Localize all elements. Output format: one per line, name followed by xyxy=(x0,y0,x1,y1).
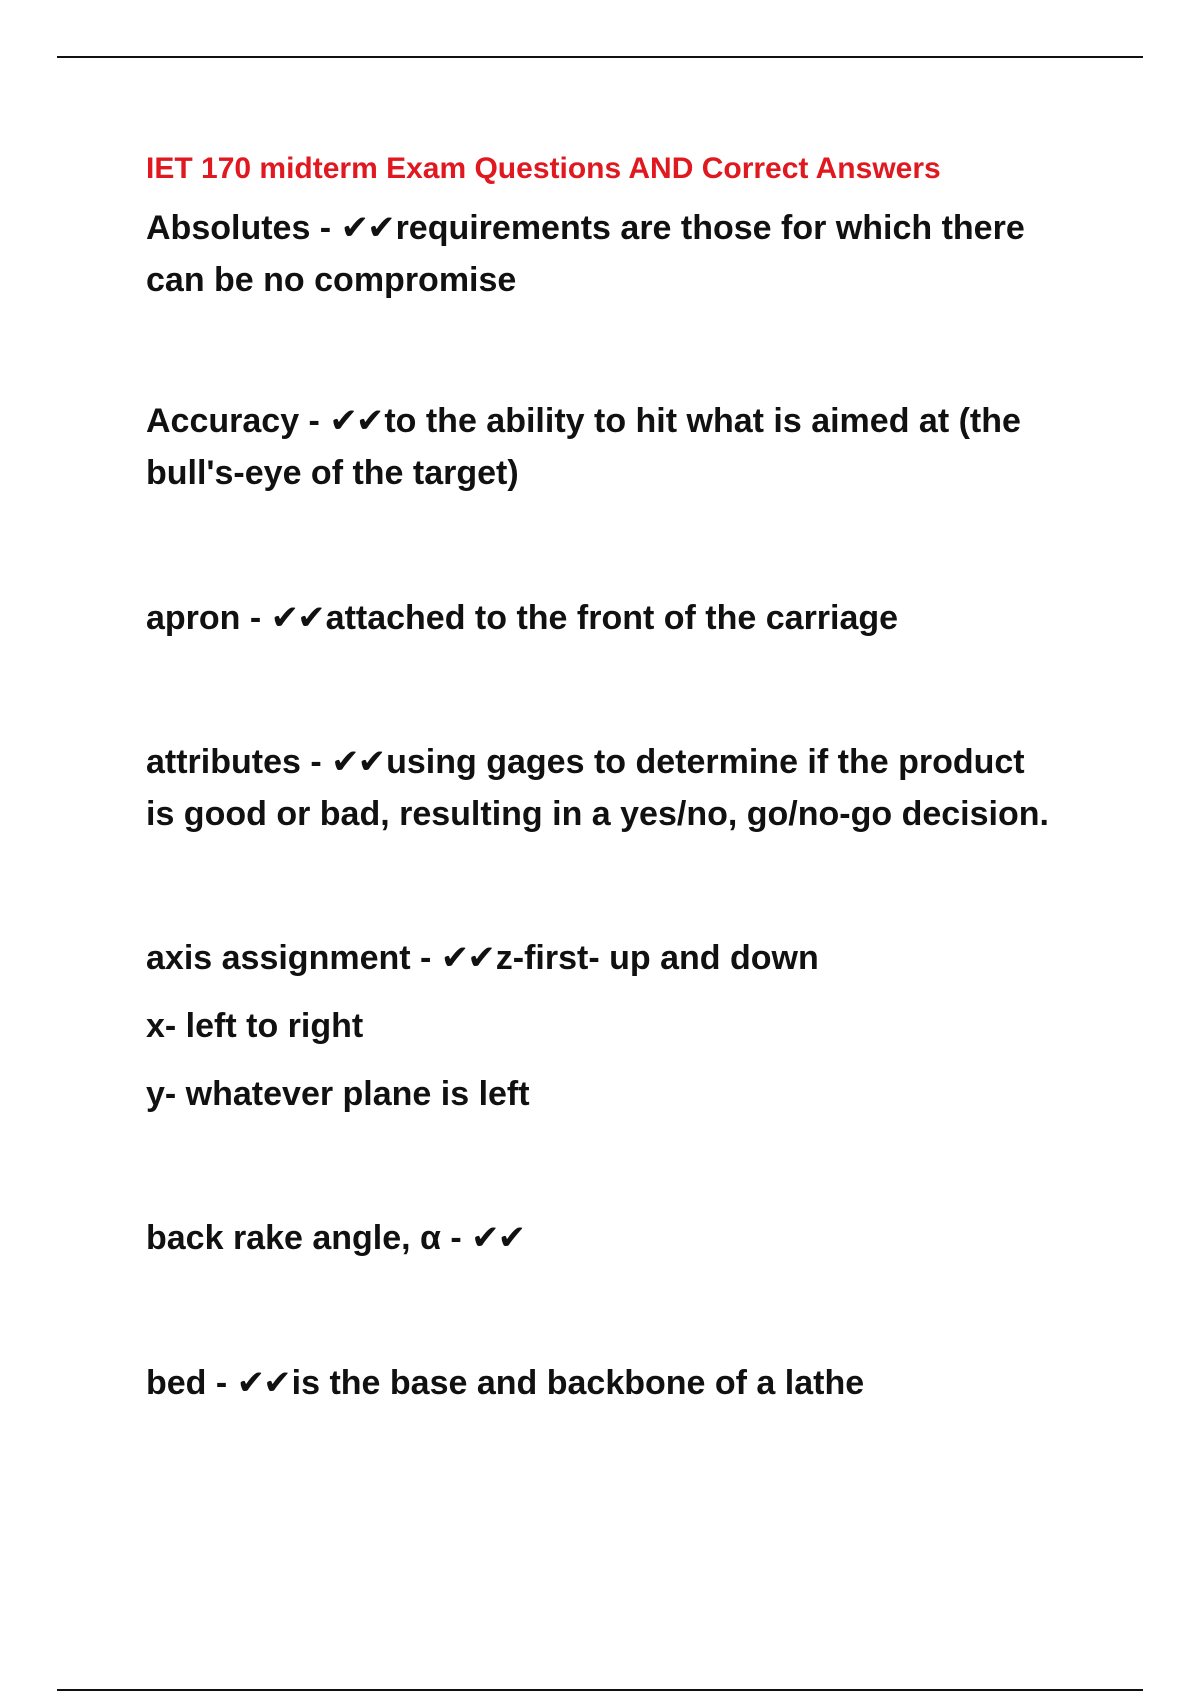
entry-term: Absolutes xyxy=(146,209,311,247)
entry-term: attributes xyxy=(146,743,301,781)
entry-term: axis assignment xyxy=(146,939,411,977)
entry-line xyxy=(146,395,1092,447)
qa-entry xyxy=(146,395,1092,499)
double-check-icon: ✔✔ xyxy=(340,208,394,248)
entry-separator: - xyxy=(440,1219,472,1257)
entry-line xyxy=(146,736,1092,788)
document-body xyxy=(146,148,1092,1409)
entry-answer: requirements are those for which there xyxy=(395,209,1025,247)
qa-entry xyxy=(146,932,1092,1120)
entry-line xyxy=(146,1212,1092,1264)
entry-separator: - xyxy=(410,939,441,977)
qa-entry xyxy=(146,202,1092,306)
qa-entry xyxy=(146,1212,1092,1264)
entry-answer: using gages to determine if the product xyxy=(386,743,1025,781)
entry-answer: to the ability to hit what is aimed at (the xyxy=(384,402,1021,440)
entry-answer: is the base and backbone of a lathe xyxy=(291,1364,865,1402)
entry-term: back rake angle, α xyxy=(146,1219,441,1257)
document-title: IET 170 midterm Exam Questions AND Correct Answers xyxy=(146,152,941,185)
top-rule xyxy=(57,56,1143,58)
entry-line xyxy=(146,932,1092,984)
entry-term: Accuracy xyxy=(146,402,300,440)
entry-line xyxy=(146,202,1092,254)
entry-line xyxy=(146,592,1092,644)
double-check-icon: ✔✔ xyxy=(471,1218,525,1258)
double-check-icon: ✔✔ xyxy=(440,938,494,978)
entry-answer-continued: is good or bad, resulting in a yes/no, go/no-go decision. xyxy=(146,795,1049,833)
entry-answer-continued: can be no compromise xyxy=(146,261,517,299)
entry-answer: attached to the front of the carriage xyxy=(325,599,899,637)
double-check-icon: ✔✔ xyxy=(329,401,383,441)
entry-line xyxy=(146,1357,1092,1409)
double-check-icon: ✔✔ xyxy=(270,598,324,638)
entry-separator: - xyxy=(300,743,332,781)
entry-term: apron xyxy=(146,599,241,637)
entry-extra-line: y- whatever plane is left xyxy=(146,1075,530,1113)
qa-entry xyxy=(146,736,1092,840)
bottom-rule xyxy=(57,1689,1143,1691)
qa-entry xyxy=(146,592,1092,644)
entry-extra-line: x- left to right xyxy=(146,1007,364,1045)
entry-answer-continued: bull's-eye of the target) xyxy=(146,454,519,492)
double-check-icon: ✔✔ xyxy=(236,1363,290,1403)
double-check-icon: ✔✔ xyxy=(331,742,385,782)
entry-separator: - xyxy=(299,402,330,440)
qa-entry xyxy=(146,1357,1092,1409)
entry-term: bed xyxy=(146,1364,207,1402)
entry-separator: - xyxy=(310,209,341,247)
entry-separator: - xyxy=(206,1364,237,1402)
entry-answer: z-first- up and down xyxy=(495,939,819,977)
entry-separator: - xyxy=(240,599,271,637)
